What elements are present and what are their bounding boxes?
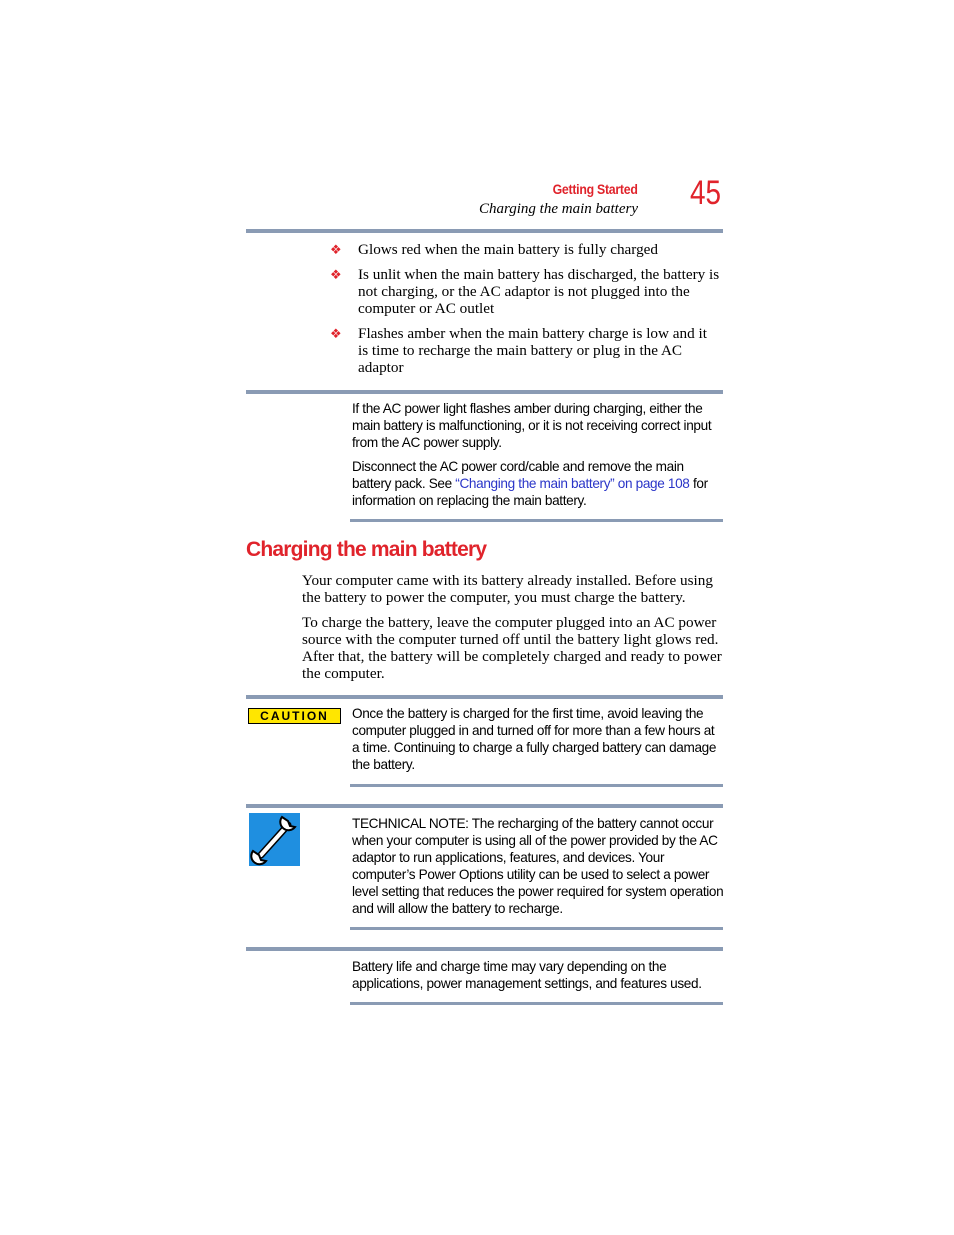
list-item-text: Glows red when the main battery is fully charged <box>358 241 659 258</box>
caution-note <box>352 705 724 780</box>
technical-note <box>352 815 724 924</box>
running-header-section: Getting Started <box>552 181 638 197</box>
note-text: for information on replacing the main battery. <box>352 476 708 508</box>
header-rule <box>246 229 723 233</box>
bullet-diamond-icon: ❖ <box>330 326 342 341</box>
technote-top-rule <box>246 804 723 808</box>
caution-text: Once the battery is charged for the first time, avoid leaving the computer plugged in and turned off for more than a few hours at a time. Continuing to charge a fully charged battery can damage the battery. <box>352 706 717 772</box>
note-paragraph: If the AC power light flashes amber during charging, either the main battery is malfunctioning, or it is not receiving correct input from the AC power supply. <box>352 401 712 450</box>
amber-light-note <box>352 400 724 516</box>
body-paragraph: Your computer came with its battery already installed. Before using the battery to power the computer, you must charge the battery. <box>302 572 713 606</box>
list-item <box>330 325 720 376</box>
technote-text: TECHNICAL NOTE: The recharging of the battery cannot occur when your computer is using all of the power provided by the AC adaptor to run applications, features, and devices. Your computer’s Power Options utility can be used to select a power level setting that reduces the power required for system operation and will allow the battery to recharge. <box>352 816 724 916</box>
wrench-icon <box>249 813 300 866</box>
caution-bottom-rule <box>350 784 723 787</box>
battery-life-note <box>352 958 724 999</box>
section-body <box>302 572 724 690</box>
running-header-subsection: Charging the main battery <box>478 201 638 217</box>
list-item <box>330 241 720 258</box>
list-item <box>330 266 720 317</box>
note2-top-rule <box>246 947 723 951</box>
list-item-text: Is unlit when the main battery has discharged, the battery is not charging, or the AC adaptor is not plugged into the computer or AC outlet <box>358 266 720 317</box>
page-number: 45 <box>690 174 722 212</box>
bullet-diamond-icon: ❖ <box>330 267 342 282</box>
note2-bottom-rule <box>350 1002 723 1005</box>
changing-battery-link[interactable]: “Changing the main battery” on page 108 <box>455 476 690 491</box>
note-bottom-rule <box>350 519 723 522</box>
note-text: Disconnect the AC power cord/cable and remove the main battery pack. See <box>352 459 684 491</box>
body-paragraph: To charge the battery, leave the computer plugged into an AC power source with the computer turned off until the battery light glows red. After that, the battery will be completely charged and ready to power the computer. <box>302 614 722 682</box>
technote-bottom-rule <box>350 927 723 930</box>
note-paragraph <box>352 458 724 509</box>
bullet-diamond-icon: ❖ <box>330 242 342 257</box>
note2-text: Battery life and charge time may vary depending on the applications, power management settings, and features used. <box>352 959 702 991</box>
caution-badge: CAUTION <box>248 708 341 724</box>
note-top-rule <box>246 390 723 394</box>
section-heading: Charging the main battery <box>246 538 487 561</box>
battery-light-list <box>330 241 720 384</box>
list-item-text: Flashes amber when the main battery charge is low and it is time to recharge the main battery or plug in the AC adaptor <box>358 325 707 376</box>
caution-top-rule <box>246 695 723 699</box>
